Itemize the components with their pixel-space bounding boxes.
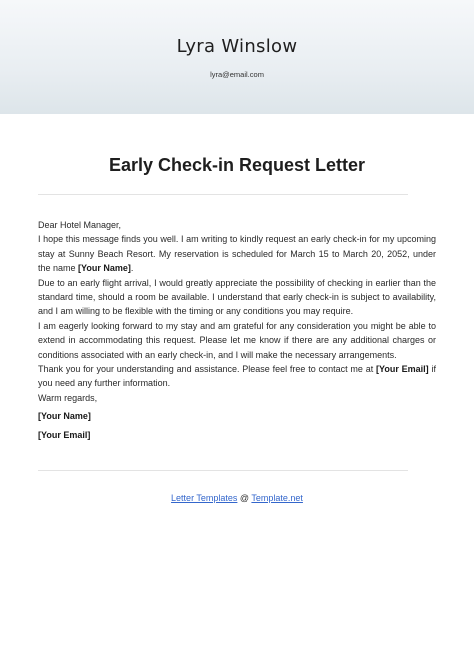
name-placeholder: [Your Name] [78, 263, 131, 274]
paragraph-1: I hope this message finds you well. I am writing to kindly request an early check-in for my upcoming stay at Sunny Beach Resort. My reservation is scheduled for March 15 to March 20, 2052, under the name [Your Name]. [38, 234, 436, 274]
email-placeholder: [Your Email] [376, 364, 429, 375]
letter-body [38, 218, 436, 442]
divider-bottom [38, 470, 408, 471]
closing: Warm regards, [38, 392, 98, 403]
sender-name: Lyra Winslow [176, 36, 298, 57]
paragraph-3: I am eagerly looking forward to my stay and am grateful for any consideration you might be able to extend in accommodating this request. Please let me know if there are any additional charges or conditions associated with an early check-in, and I will make the necessary arrangements. [38, 320, 436, 360]
signature-email: [Your Email] [38, 429, 91, 440]
letterhead [0, 0, 474, 114]
paragraph-4: Thank you for your understanding and assistance. Please feel free to contact me at [Your Email] if you need any further information. [38, 364, 436, 389]
signature-name: [Your Name] [38, 411, 91, 422]
salutation: Dear Hotel Manager, [38, 220, 122, 230]
letter-title: Early Check-in Request Letter [108, 155, 366, 175]
paragraph-2: Due to an early flight arrival, I would greatly appreciate the possibility of checking in earlier than the standard time, should a room be available. I understand that early check-in is subject to availability, and I am willing to be flexible with the timing or any conditions you may require. [38, 277, 436, 317]
divider-top [38, 194, 408, 195]
letter-templates-link[interactable]: Letter Templates [171, 493, 238, 503]
sender-email: lyra@email.com [210, 70, 264, 79]
template-net-link[interactable]: Template.net [251, 493, 303, 503]
footer-credit [0, 493, 474, 503]
footer-separator: @ [237, 493, 252, 503]
